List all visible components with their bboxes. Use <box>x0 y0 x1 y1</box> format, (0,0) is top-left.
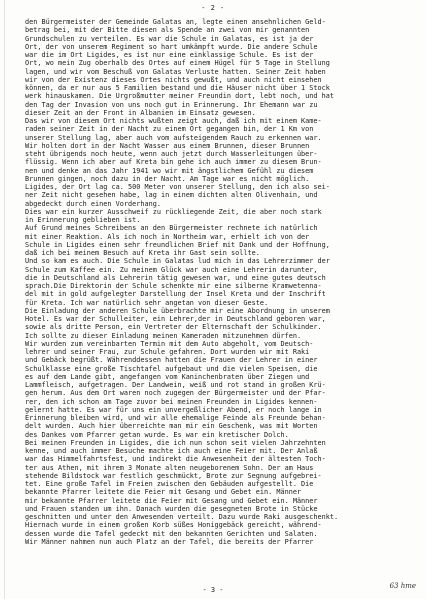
text-line: Schule zum Kaffee ein. Zu meinem Glück war auch eine Lehrerin darunter, <box>25 265 318 274</box>
text-line: Hiernach wurde in einem großen Korb süßes Honiggebäck gereicht, während- <box>25 521 322 530</box>
text-line: ter aus Athen, mit ihrem 3 Monate alten neugeborenem Sohn. Der am Haus <box>25 463 314 472</box>
text-line: Ligides, der Ort lag ca. 500 Meter von unserer Stellung, den ich also sei- <box>25 183 330 191</box>
text-line: betrag bei, mit der Bitte diesen als Spende an zwei von mir genannten <box>25 26 310 35</box>
text-line: abgedeckt durch einen Vorderhang. <box>25 199 161 208</box>
text-line: wir von der Existenz dieses Ortes nichts gewußt, und auch nicht einsehen <box>25 75 322 84</box>
text-line: ner Zeit nicht gesehen habe, lag in einem dichten alten Olivenhain, und <box>25 191 318 200</box>
text-line: gen herum. Aus dem Ort waren noch zugegen der Bürgermeister und der Pfar- <box>25 389 326 398</box>
text-line: geschnitten und unter den Anwesenden verteilt. Dazu wurde Raki ausgeschenkt. <box>25 513 339 521</box>
text-line: lagen, und wir vom Beschuß von Galatas Verluste hatten. Seiner Zeit haben <box>25 67 326 76</box>
document-body <box>25 18 421 546</box>
text-line: stehende Bildstock war festlich geschmückt, Brote zur Segnung aufgebrei- <box>25 471 322 480</box>
text-line: Die Einladung der anderen Schule überbrachte mir eine Abordnung in unserem <box>25 306 330 315</box>
text-line: dessen wurde die Tafel gedeckt mit den bekannten Gerichten und Salaten. <box>25 529 318 538</box>
text-line: Erinnerung bleiben wird, und wir alle ehemalige Feinde als Freunde behan- <box>25 414 326 422</box>
text-line: Und so kam es auch. Die Schule in Galatas lud mich in das Lehrerzimmer der <box>25 257 330 266</box>
text-line: Brunnen gingen, noch dazu in der Nacht. Am Tage war es nicht möglich. <box>25 174 310 183</box>
text-line: raden seiner Zeit in der Nacht zu einem Ort gegangen bin, der 1 Km von <box>25 125 314 134</box>
text-line: flüssig. Wenn ich aber auf Kreta bin gehe ich auch immer zu diesem Brun- <box>25 158 322 167</box>
text-line: Schule in Ligides einen sehr freundlichen Brief mit Dank und der Hoffnung, <box>25 240 330 249</box>
text-line: in Erinnerung geblieben ist. <box>25 216 141 224</box>
text-line: Dies war ein kurzer Ausschweif zu rückliegende Zeit, die aber noch stark <box>25 207 322 216</box>
text-line: mit einer Reaktion. Als ich noch in Northeim war, erhielt ich von der <box>25 232 310 241</box>
scan-edge <box>4 0 5 599</box>
text-line: Wir wurden zum vereinbarten Termin mit dem Auto abgeholt, vom Deutsch- <box>25 339 314 348</box>
text-line: Hotel. Es war der Schulleiter, ein Lehrer,der in Deutschland geboren war, <box>25 315 326 323</box>
text-line: dieser Zeit an der Front in Albanien im Einsatz gewesen. <box>25 108 256 117</box>
text-line: unserer Stellung lag, aber auch vom aufsteigendem Rauch zu erkennen war. <box>25 133 322 142</box>
text-line: werk hinauskamen. Die Urgroßmutter meiner Freundin dort, lebt noch, und hat <box>25 92 335 101</box>
text-line: Lammfleisch, aufgetragen. Der Landwein, weiß und rot stand in großen Krü- <box>25 381 326 389</box>
text-line: Grundschulen zu verteilen. Es war die Schule in Galatas, es ist ja der <box>25 34 314 43</box>
text-line: bekannte Pfarrer leitete die Feier mit Gesang und Gebet ein. Männer <box>25 488 302 497</box>
text-line: Schulklasse eine große Tischtafel aufgebaut und die vielen Speisen, die <box>25 364 318 373</box>
text-line: tet. Eine große Tafel im Freien zwischen den Gebäuden aufgestellt. Die <box>25 480 314 488</box>
handwritten-signature: 63 hme <box>389 582 416 590</box>
text-line: lehrer und seiner Frau, zur Schule gefahren. Dort wurden wir mit Raki <box>25 348 310 356</box>
text-line: war das Himmelfahrtsfest, und indirekt die Anwesenheit der ältesten Toch- <box>25 455 326 464</box>
text-line: rer, den ich schon am Tage zuvor bei meinen Freunden in Ligides kennen- <box>25 397 318 406</box>
text-line: Das wir von diesem Ort nichts wußten zeigt auch, daß ich mit einem Kame- <box>25 117 322 125</box>
text-line: delt wurden. Auch hier überreichte man mir ein Geschenk, was mit Worten <box>25 422 318 431</box>
text-line: können, da er nur aus 5 Familien bestand und die Häuser nicht über 1 Stock <box>25 84 330 92</box>
text-line: den Bürgermeister der Gemeinde Galatas an, legte einen ansehnlichen Geld- <box>25 18 326 26</box>
text-line: für Kreta. Ich war natürlich sehr angetan von dieser Geste. <box>25 298 269 307</box>
text-line: Ort, wo mein Zug oberhalb des Ortes auf einem Hügel für 5 Tage in Stellung <box>25 59 330 68</box>
text-line: Bei meinen Freunden in Ligides, die ich nun schon seit vielen Jahrzehnten <box>25 438 326 447</box>
page-number-bottom: - 3 - <box>202 586 224 594</box>
text-line: mir bekannte Pfarrer leitete die Feier mit Gesang und Gebet ein. Männer <box>25 496 318 505</box>
text-line: die in Deutschland als Lehrerin tätig gewesen war, und eine gutes deutsch <box>25 273 326 282</box>
text-line: del mit in gold aufgelegter Darstellung der Insel Kreta und der Inschrift <box>25 290 326 299</box>
text-line: den Tag der Invasion von uns noch gut in Erinnerung. Ihr Ehemann war zu <box>25 100 318 109</box>
text-line: daß ich bei meinem Besuch auf Kreta ihr Gast sein sollte. <box>25 249 260 257</box>
text-line: und Gebäck begrüßt. Währenddessen hatten die Frauen der Lehrer in einer <box>25 356 318 365</box>
text-line: Ort, der von unserem Regiment so hart umkämpft wurde. Die andere Schule <box>25 42 318 51</box>
text-line: gelernt hatte. Es war für uns ein unvergeßlicher Abend, er noch lange in <box>25 405 322 414</box>
text-line: war die im Ort Ligides, es ist nur eine einklassige Schule. Es ist der <box>25 51 314 59</box>
text-line: Wir holten dort in der Nacht Wasser aus einem Brunnen, dieser Brunnen <box>25 141 310 150</box>
text-line: kenne, und auch immer Besuche machte ich auch eine Feier mit. Der Anlaß <box>25 447 318 455</box>
text-line: Ich sollte zu dieser Einladung meinen Kameraden mitzunehmen dürfen. <box>25 331 302 340</box>
text-line: nen und denke an das Jahr 1941 wo wir mit ängstlichem Gefühl zu diesem <box>25 166 314 175</box>
text-line: sprach.Die Direktorin der Schule schenkte mir eine silberne Kramwetenna- <box>25 282 322 290</box>
text-line: Wir Männer nahmen nun auch Platz an der Tafel, die bereits der Pfarrer <box>25 537 314 546</box>
text-line: und Frauen standen um ihn. Danach wurden die gesegneten Brote in Stücke <box>25 504 318 513</box>
text-line: des Dankes vom Pfarrer getan wurde. Es war ein kretischer Dolch. <box>25 430 289 439</box>
text-line: es auf dem Lande gibt, angefangen vom Kaninchenbraten über Ziegen und <box>25 372 310 381</box>
text-line: steht übrigends noch heute, wenn auch jetzt durch Wasserleitungen über- <box>25 150 318 158</box>
text-line: sowie als dritte Person, ein Vertreter der Elternschaft der Schulkinder. <box>25 323 322 332</box>
page-number-top: - 2 - <box>201 4 225 12</box>
text-line: Auf Grund meines Schreibens an den Bürgermeister rechnete ich natürlich <box>25 224 318 233</box>
